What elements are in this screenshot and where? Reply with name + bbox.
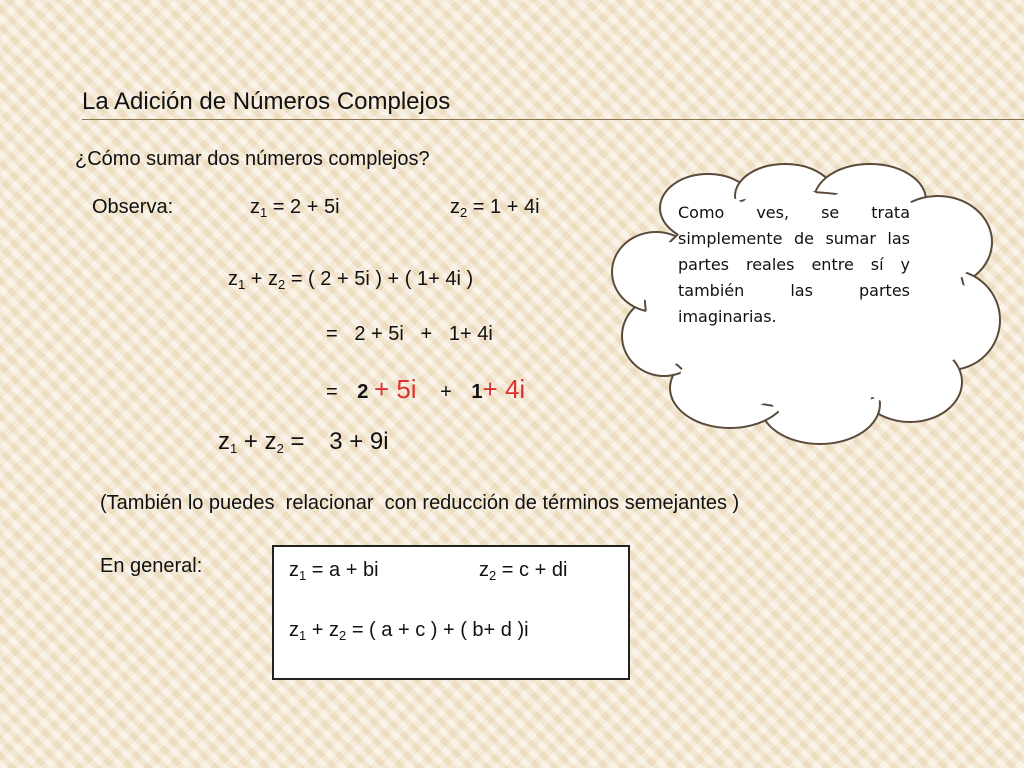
question-text: ¿Cómo sumar dos números complejos? — [75, 148, 430, 170]
general-z2: $z_2 = c$ + di — [479, 559, 568, 583]
general-z1: $z_1 = a$ + bi — [289, 559, 379, 583]
observe-label: Observa: — [92, 196, 174, 218]
general-sum: $z_1 + z_2$ = ( a + c ) + ( b+ d )i — [289, 619, 529, 643]
title-underline — [82, 119, 1024, 120]
highlight-4i: + 4i — [482, 374, 526, 404]
cloud-explanation: Como ves, se trata simplemente de sumar las partes reales entre sí y también las partes imaginarias. — [678, 203, 910, 326]
general-label: En general: — [100, 555, 203, 577]
slide-title: La Adición de Números Complejos — [82, 88, 451, 115]
z1-definition: $z_1 = 2 + 5i$ — [250, 196, 340, 220]
sum-line-1: $z_1 + z_2$ = ( 2 + 5i ) + ( 1+ 4i ) — [228, 268, 474, 292]
result-line: $z_1 + z_2 = 3 + 9i$ — [218, 428, 389, 456]
note-text: (También lo puedes relacionar con reducción de términos semejantes ) — [100, 492, 740, 514]
z2-definition: $z_2 = 1 + 4i$ — [450, 196, 540, 220]
highlight-5i: + 5i — [373, 374, 417, 404]
general-formula-box — [272, 545, 630, 680]
sum-line-3: = 2 + 5i + 1+ 4i — [326, 374, 526, 404]
sum-line-2: = 2 + 5i + 1+ 4i — [326, 323, 493, 345]
